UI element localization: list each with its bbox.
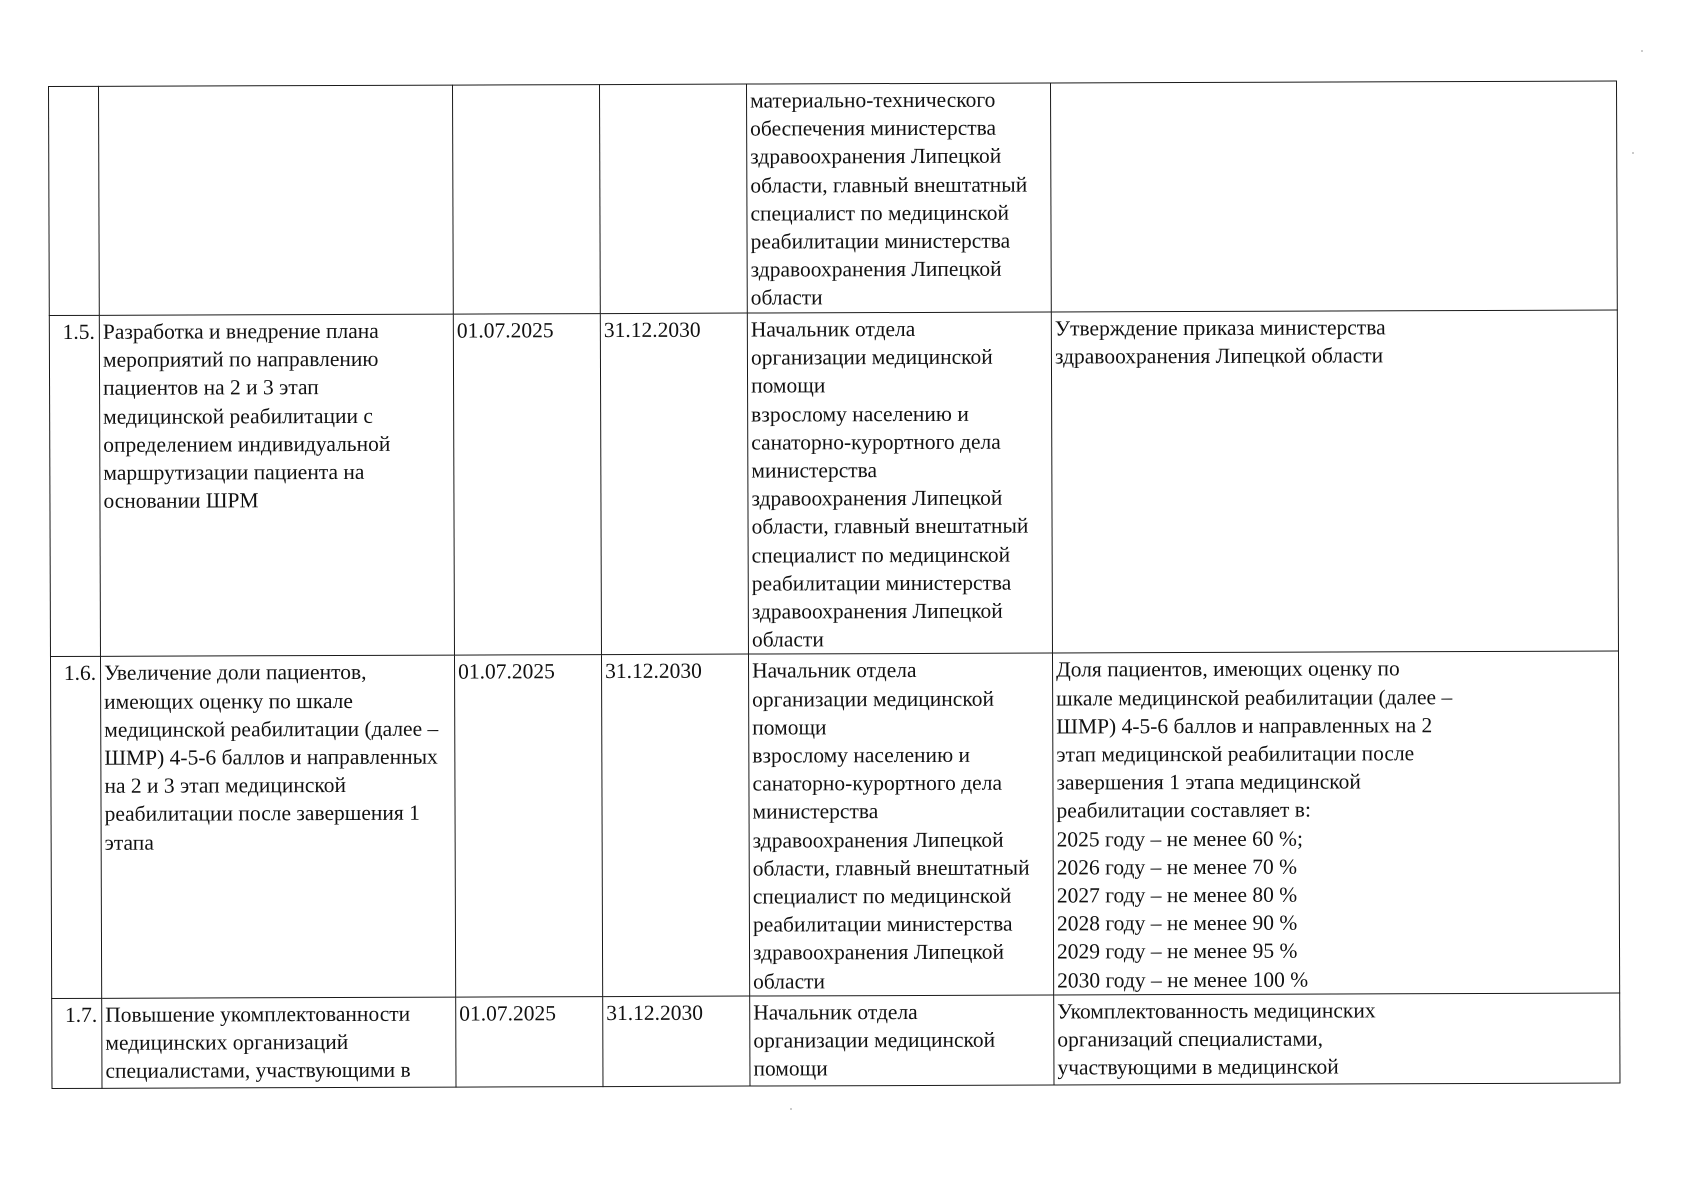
text-line: ШМР) 4-5-6 баллов и направленных: [104, 744, 438, 770]
text-line: области: [750, 285, 823, 310]
text-line: 01.07.2025: [456, 318, 554, 343]
cell-activity: [99, 314, 454, 657]
text-line: организации медицинской: [752, 686, 994, 712]
text-line: Начальник отдела: [753, 999, 918, 1025]
text-line: 2027 году – не менее 80 %: [1056, 882, 1298, 908]
cell-number: [52, 998, 102, 1088]
cell-activity: [100, 656, 455, 999]
cell-end-date: [599, 84, 747, 314]
scan-speck: [1632, 152, 1634, 154]
text-line: этапа: [104, 830, 154, 855]
cell-end-date: [601, 654, 749, 996]
cell-number: [50, 657, 101, 999]
cell-start-date: [454, 655, 602, 997]
text-line: специалист по медицинской: [751, 542, 1011, 568]
cell-start-date: [452, 85, 600, 315]
text-line: здравоохранения Липецкой: [752, 940, 1005, 966]
text-line: помощи: [753, 1056, 828, 1081]
cell-end-date: [603, 996, 750, 1087]
text-line: 1.6.: [63, 661, 97, 686]
text-line: участвующими в медицинской: [1057, 1054, 1339, 1080]
text-line: здравоохранения Липецкой области: [1054, 343, 1384, 369]
text-line: реабилитации министерства: [751, 570, 1012, 596]
text-line: области, главный внештатный: [750, 172, 1028, 198]
text-line: области: [753, 968, 826, 994]
table-container: [48, 81, 1619, 1084]
scan-speck: [790, 1108, 792, 1110]
text-line: мероприятий по направлению: [102, 347, 379, 373]
cell-number: [49, 315, 100, 657]
text-line: маршрутизации пациента на: [103, 459, 365, 485]
text-line: 1.7.: [64, 1002, 98, 1027]
table-row: [52, 993, 1620, 1088]
cell-result: [1052, 651, 1619, 994]
text-line: этап медицинской реабилитации после: [1056, 741, 1415, 767]
text-line: шкале медицинской реабилитации (далее –: [1056, 684, 1453, 711]
text-line: завершения 1 этапа медицинской: [1056, 769, 1361, 795]
text-line: взрослому населению и: [752, 742, 971, 768]
text-line: Начальник отдела: [752, 658, 917, 683]
text-line: 31.12.2030: [603, 317, 701, 343]
text-line: медицинской реабилитации с: [103, 403, 373, 429]
text-line: министерства: [751, 458, 878, 483]
text-line: Повышение укомплектованности: [105, 1001, 411, 1027]
text-line: 01.07.2025: [459, 1001, 557, 1026]
text-line: материально-технического: [750, 87, 996, 113]
cell-result: [1050, 81, 1617, 312]
text-line: министерства: [752, 799, 879, 824]
text-line: медицинских организаций: [105, 1030, 349, 1055]
text-line: Доля пациентов, имеющих оценку по: [1056, 656, 1400, 682]
text-line: ШМР) 4-5-6 баллов и направленных на 2: [1056, 713, 1433, 739]
text-line: 2030 году – не менее 100 %: [1057, 967, 1309, 993]
cell-number: [49, 86, 100, 315]
cell-activity: [102, 997, 456, 1088]
text-line: Начальник отдела: [750, 316, 916, 342]
text-line: реабилитации составляет в:: [1056, 798, 1311, 823]
cell-end-date: [600, 313, 748, 655]
text-line: имеющих оценку по шкале: [104, 688, 353, 714]
table-row: [49, 81, 1618, 315]
text-line: 31.12.2030: [606, 1000, 704, 1025]
text-line: Укомплектованность медицинских: [1057, 998, 1376, 1024]
text-line: 31.12.2030: [605, 659, 702, 684]
text-line: Увеличение доли пациентов,: [104, 660, 367, 686]
text-line: Разработка и внедрение плана: [102, 318, 379, 344]
text-line: специалист по медицинской: [750, 200, 1009, 226]
text-line: здравоохранения Липецкой: [750, 144, 1002, 169]
text-line: 1.5.: [62, 319, 95, 344]
text-line: пациентов на 2 и 3 этап: [103, 375, 319, 401]
text-line: 01.07.2025: [458, 659, 555, 685]
text-line: взрослому населению и: [751, 401, 969, 427]
text-line: основании ШРМ: [103, 488, 259, 514]
text-line: обеспечения министерства: [750, 115, 997, 141]
scan-speck: [1641, 50, 1643, 52]
text-line: здравоохранения Липецкой: [751, 598, 1003, 624]
text-line: 2029 году – не менее 95 %: [1056, 939, 1298, 964]
text-line: области, главный внештатный: [751, 514, 1029, 539]
cell-responsible: [747, 312, 1052, 654]
text-line: 2028 году – не менее 90 %: [1056, 910, 1298, 936]
text-line: области: [751, 627, 824, 652]
text-line: организации медицинской: [750, 344, 993, 370]
text-line: на 2 и 3 этап медицинской: [104, 773, 347, 799]
text-line: реабилитации министерства: [752, 911, 1013, 937]
measures-table: [48, 81, 1620, 1089]
text-line: санаторно-курортного дела: [751, 429, 1001, 455]
table-body: [49, 81, 1620, 1088]
table-row: [49, 310, 1618, 657]
cell-start-date: [456, 996, 603, 1087]
cell-responsible: [748, 653, 1053, 995]
text-line: здравоохранения Липецкой: [750, 256, 1002, 282]
cell-result: [1054, 993, 1620, 1085]
text-line: специалист по медицинской: [752, 883, 1012, 909]
cell-start-date: [453, 314, 601, 656]
text-line: санаторно-курортного дела: [752, 770, 1003, 796]
text-line: организаций специалистами,: [1057, 1026, 1323, 1052]
cell-activity: [99, 85, 454, 315]
cell-responsible: [746, 83, 1051, 313]
text-line: помощи: [751, 373, 826, 398]
cell-responsible: [750, 995, 1054, 1086]
text-line: организации медицинской: [753, 1027, 996, 1053]
text-line: реабилитации министерства: [750, 228, 1011, 254]
table-row: [50, 651, 1619, 998]
text-line: определением индивидуальной: [103, 431, 391, 457]
cell-result: [1051, 310, 1618, 653]
text-line: области, главный внештатный: [752, 855, 1030, 881]
text-line: медицинской реабилитации (далее –: [104, 716, 439, 742]
text-line: здравоохранения Липецкой: [751, 485, 1003, 511]
text-line: специалистами, участвующими в: [105, 1058, 411, 1084]
text-line: 2026 году – не менее 70 %: [1056, 854, 1298, 880]
text-line: реабилитации после завершения 1: [104, 801, 420, 827]
text-line: Утверждение приказа министерства: [1054, 315, 1386, 341]
text-line: помощи: [752, 715, 827, 740]
text-line: здравоохранения Липецкой: [752, 827, 1004, 853]
text-line: 2025 году – не менее 60 %;: [1056, 826, 1303, 852]
